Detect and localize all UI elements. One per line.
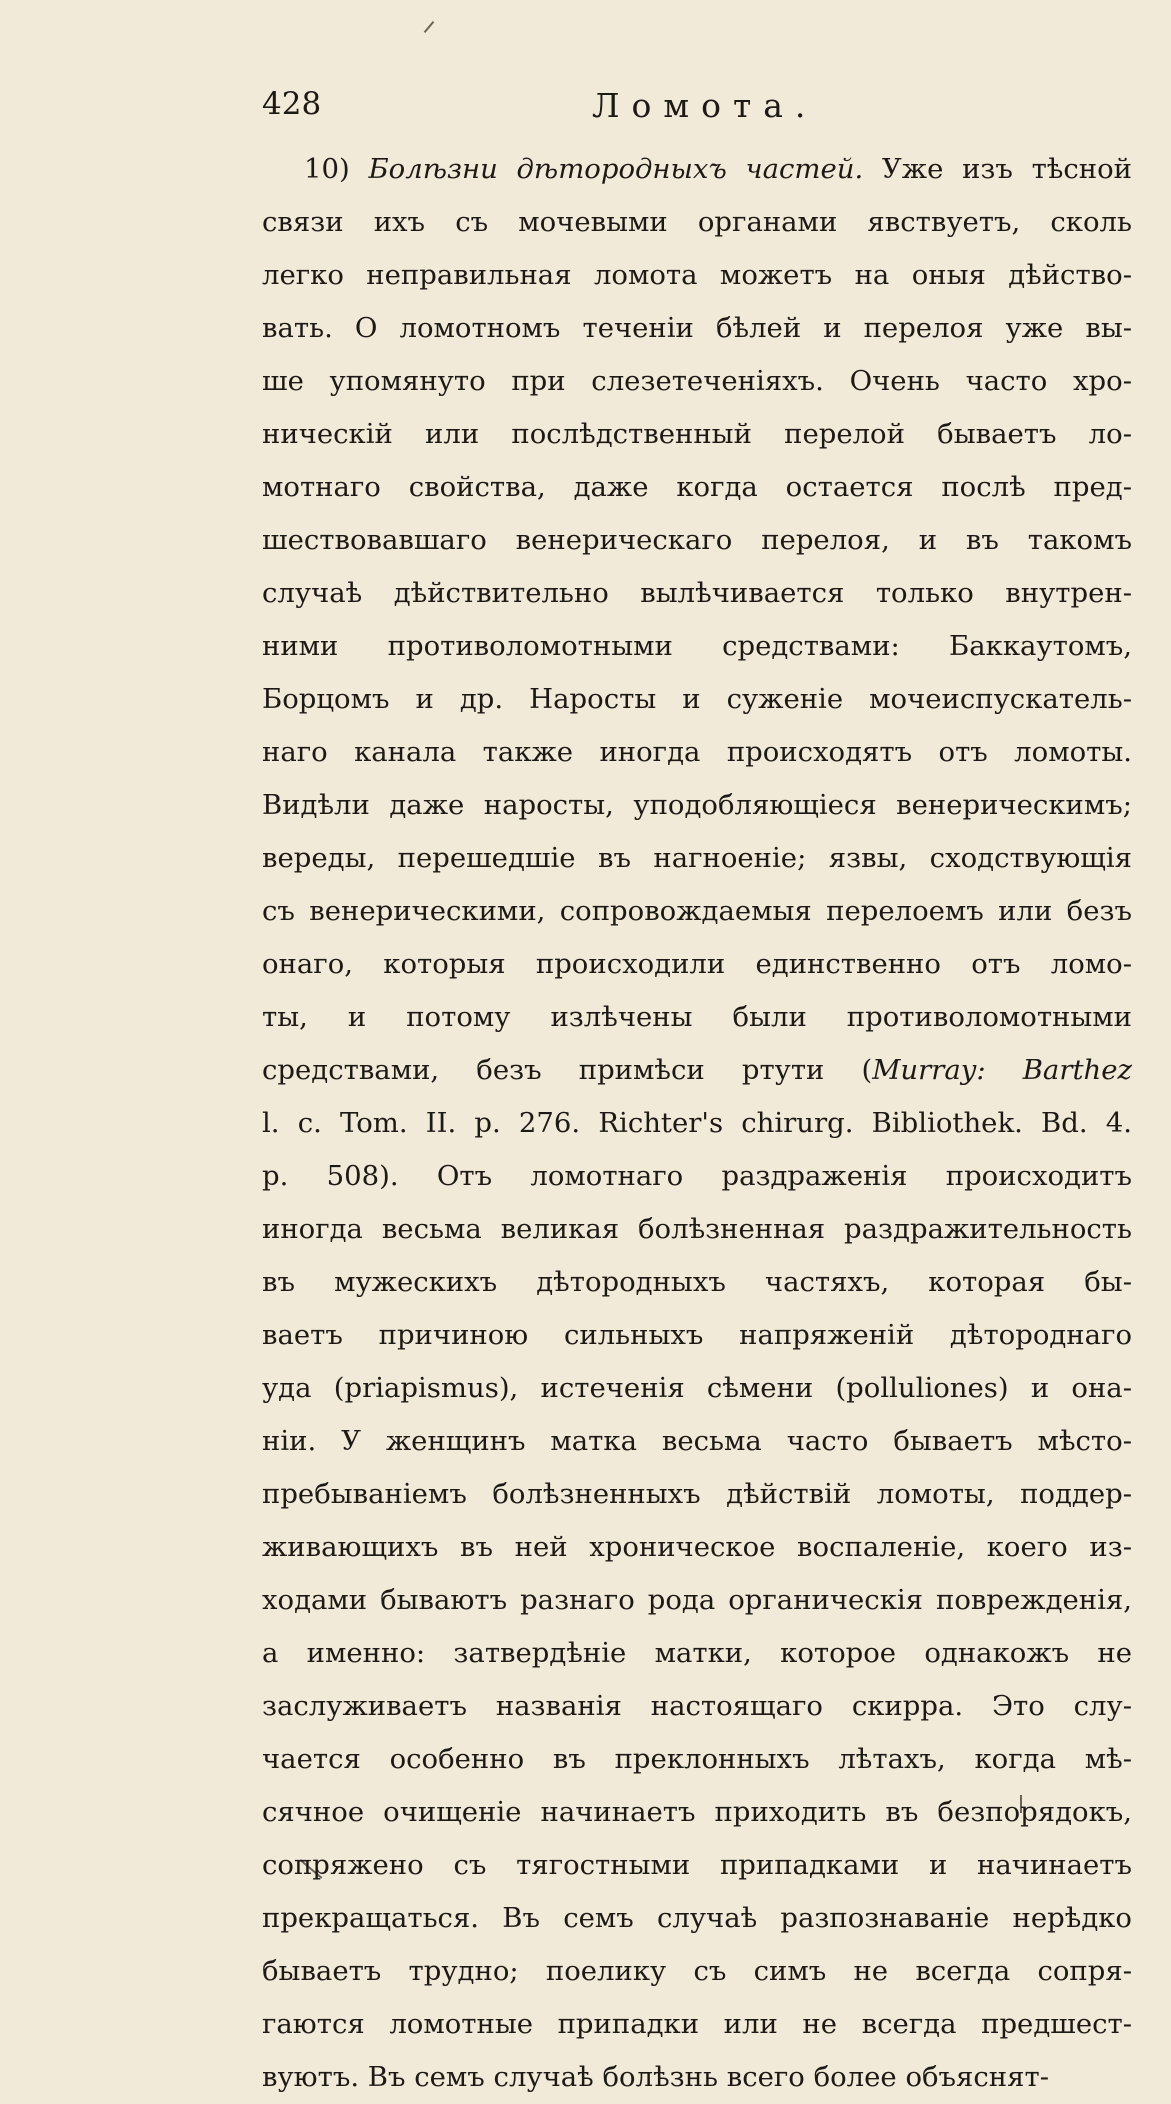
text-line: а именно: затвердѣніе матки, которое однакожъ не <box>262 1637 1132 1669</box>
text-line: ходами бываютъ разнаго рода органическія поврежденія, <box>262 1584 1132 1616</box>
text-line: Видѣли даже наросты, уподобляющіеся венерическимъ; <box>262 789 1132 821</box>
text-line: l. c. Tom. II. p. 276. Richter's chirurg. Bibliothek. Bd. 4. <box>262 1107 1132 1139</box>
text-line: связи ихъ съ мочевыми органами явствуетъ, сколь <box>262 206 1132 238</box>
text-line: Борцомъ и др. Наросты и суженіе мочеиспускатель- <box>262 683 1132 715</box>
text-line: уда (priapismus), истеченія сѣмени (polluliones) и она- <box>262 1372 1132 1404</box>
margin-mark <box>424 21 435 33</box>
page-number: 428 <box>262 86 322 122</box>
text-line: ническій или послѣдственный перелой бываетъ ло- <box>262 418 1132 450</box>
text-line: случаѣ дѣйствительно вылѣчивается только внутрен- <box>262 577 1132 609</box>
text-line: вуютъ. Въ семъ случаѣ болѣзнь всего более объяснят- <box>262 2061 1049 2093</box>
text-line: легко неправильная ломота можетъ на оныя дѣйство- <box>262 259 1132 291</box>
text-line: прекращаться. Въ семъ случаѣ разпознаваніе нерѣдко <box>262 1902 1132 1934</box>
text-line: заслуживаетъ названія настоящаго скирра. Это слу- <box>262 1690 1132 1722</box>
text-line: въ мужескихъ дѣтородныхъ частяхъ, которая бы- <box>262 1266 1132 1298</box>
text-line: вать. О ломотномъ теченіи бѣлей и перелоя уже вы- <box>262 312 1132 344</box>
text-line: наго канала также иногда происходятъ отъ ломоты. <box>262 736 1132 768</box>
text-line: средствами, безъ примѣси ртути (Murray: Barthez <box>262 1054 1132 1086</box>
text-line: шествовавшаго венерическаго перелоя, и въ такомъ <box>262 524 1132 556</box>
text-line: вереды, перешедшіе въ нагноеніе; язвы, сходствующія <box>262 842 1132 874</box>
body-text <box>262 143 1132 2104</box>
text-line: нiи. У женщинъ матка весьма часто бываетъ мѣсто- <box>262 1425 1132 1457</box>
text-line: гаются ломотные припадки или не всегда предшест- <box>262 2008 1132 2040</box>
text-line: чается особенно въ преклонныхъ лѣтахъ, когда мѣ- <box>262 1743 1132 1775</box>
text-line: ваетъ причиною сильныхъ напряженій дѣтороднаго <box>262 1319 1132 1351</box>
text-line: 10) Болѣзни дѣтородныхъ частей. Уже изъ тѣсной <box>304 153 1133 185</box>
text-line: сопряжено съ тягостными припадками и начинаетъ <box>262 1849 1132 1881</box>
page-header <box>262 86 1132 136</box>
text-line: живающихъ въ ней хроническое воспаленіе, коего из- <box>262 1531 1132 1563</box>
running-title: Ломота. <box>592 86 818 125</box>
text-line: мотнаго свойства, даже когда остается послѣ пред- <box>262 471 1132 503</box>
text-line: ними противоломотными средствами: Баккаутомъ, <box>262 630 1132 662</box>
text-line: ты, и потому излѣчены были противоломотными <box>262 1001 1132 1033</box>
text-line: p. 508). Отъ ломотнаго раздраженія происходитъ <box>262 1160 1132 1192</box>
text-line: онаго, которыя происходили единственно отъ ломо- <box>262 948 1132 980</box>
text-line: ше упомянуто при слезетеченіяхъ. Очень часто хро- <box>262 365 1132 397</box>
text-line: иногда весьма великая болѣзненная раздражительность <box>262 1213 1132 1245</box>
text-line: бываетъ трудно; поелику съ симъ не всегда сопря- <box>262 1955 1132 1987</box>
text-line: съ венерическими, сопровождаемыя перелоемъ или безъ <box>262 895 1132 927</box>
text-line: сячное очищеніе начинаетъ приходить въ безпорядокъ, <box>262 1796 1132 1828</box>
text-line: пребываніемъ болѣзненныхъ дѣйствій ломоты, поддер- <box>262 1478 1132 1510</box>
